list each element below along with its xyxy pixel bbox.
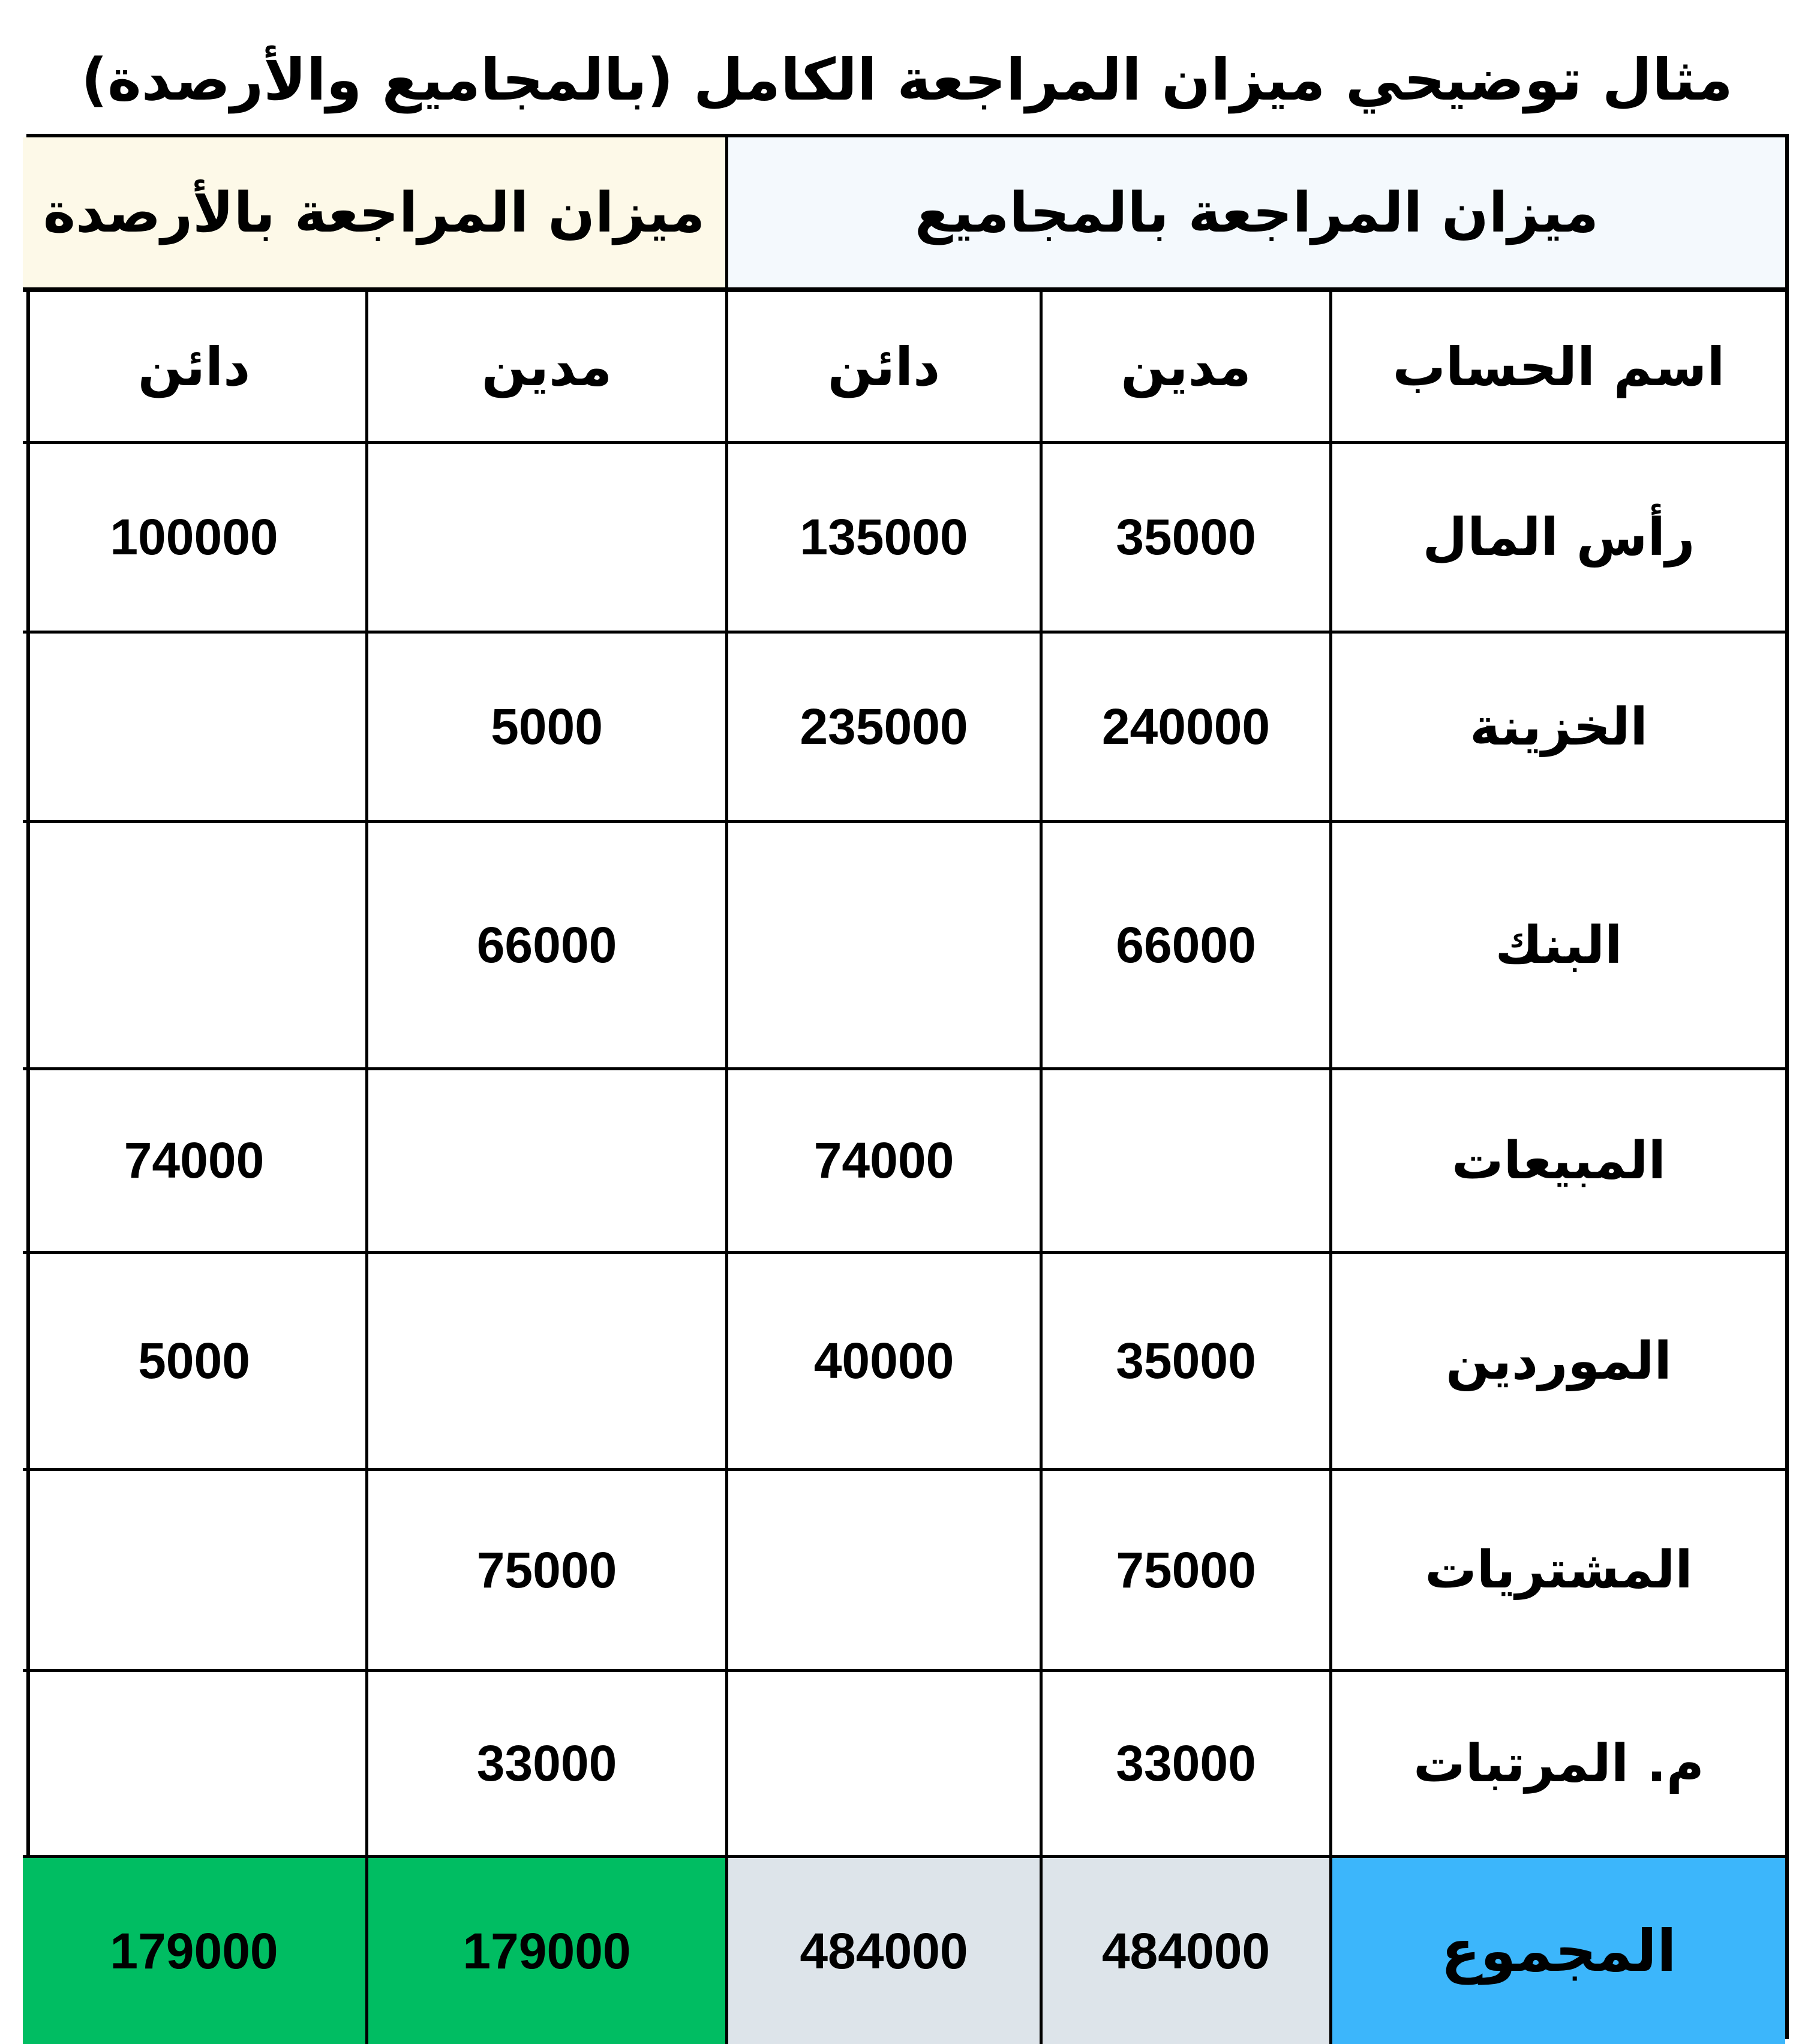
totals-credit-cell: 135000 [725,444,1040,634]
totals-credit-header: دائن [725,292,1040,444]
totals-debit-header: مدين [1040,292,1329,444]
account-name-cell: البنك [1329,823,1785,1070]
balances-debit-header: مدين [365,292,725,444]
account-name-cell: المبيعات [1329,1070,1785,1254]
balances-credit-cell: 100000 [23,444,365,634]
totals-group-header: ميزان المراجعة بالمجاميع [725,137,1785,292]
account-name-cell: الموردين [1329,1254,1785,1471]
total-totals-credit-cell: 484000 [725,1858,1040,2044]
totals-credit-cell: 40000 [725,1254,1040,1471]
totals-credit-cell [725,823,1040,1070]
totals-debit-cell [1040,1070,1329,1254]
balances-debit-cell: 66000 [365,823,725,1070]
page-title: مثال توضيحي ميزان المراجعة الكامل (بالمجاميع والأرصدة) [81,46,1733,113]
account-name-cell: المشتريات [1329,1471,1785,1672]
totals-credit-cell [725,1471,1040,1672]
totals-debit-cell: 66000 [1040,823,1329,1070]
totals-debit-cell: 35000 [1040,444,1329,634]
balances-debit-cell: 75000 [365,1471,725,1672]
total-balances-debit-cell: 179000 [365,1858,725,2044]
balances-credit-cell [23,1471,365,1672]
balances-debit-cell: 5000 [365,634,725,823]
account-name-cell: الخزينة [1329,634,1785,823]
total-totals-debit-cell: 484000 [1040,1858,1329,2044]
balances-credit-cell [23,1672,365,1858]
totals-debit-cell: 35000 [1040,1254,1329,1471]
account-name-cell: م. المرتبات [1329,1672,1785,1858]
balances-credit-cell [23,823,365,1070]
totals-debit-cell: 75000 [1040,1471,1329,1672]
balances-credit-cell: 74000 [23,1070,365,1254]
account-name-cell: رأس المال [1329,444,1785,634]
balances-debit-cell [365,1070,725,1254]
totals-debit-cell: 240000 [1040,634,1329,823]
account-name-header: اسم الحساب [1329,292,1785,444]
total-balances-credit-cell: 179000 [23,1858,365,2044]
balances-debit-cell [365,444,725,634]
balances-credit-cell: 5000 [23,1254,365,1471]
balances-debit-cell [365,1254,725,1471]
balances-group-header: ميزان المراجعة بالأرصدة [23,137,725,292]
totals-credit-cell: 235000 [725,634,1040,823]
balances-credit-header: دائن [23,292,365,444]
balances-credit-cell [23,634,365,823]
totals-credit-cell: 74000 [725,1070,1040,1254]
total-label-cell: المجموع [1329,1858,1785,2044]
totals-debit-cell: 33000 [1040,1672,1329,1858]
trial-balance-table [26,134,1789,2039]
balances-debit-cell: 33000 [365,1672,725,1858]
totals-credit-cell [725,1672,1040,1858]
